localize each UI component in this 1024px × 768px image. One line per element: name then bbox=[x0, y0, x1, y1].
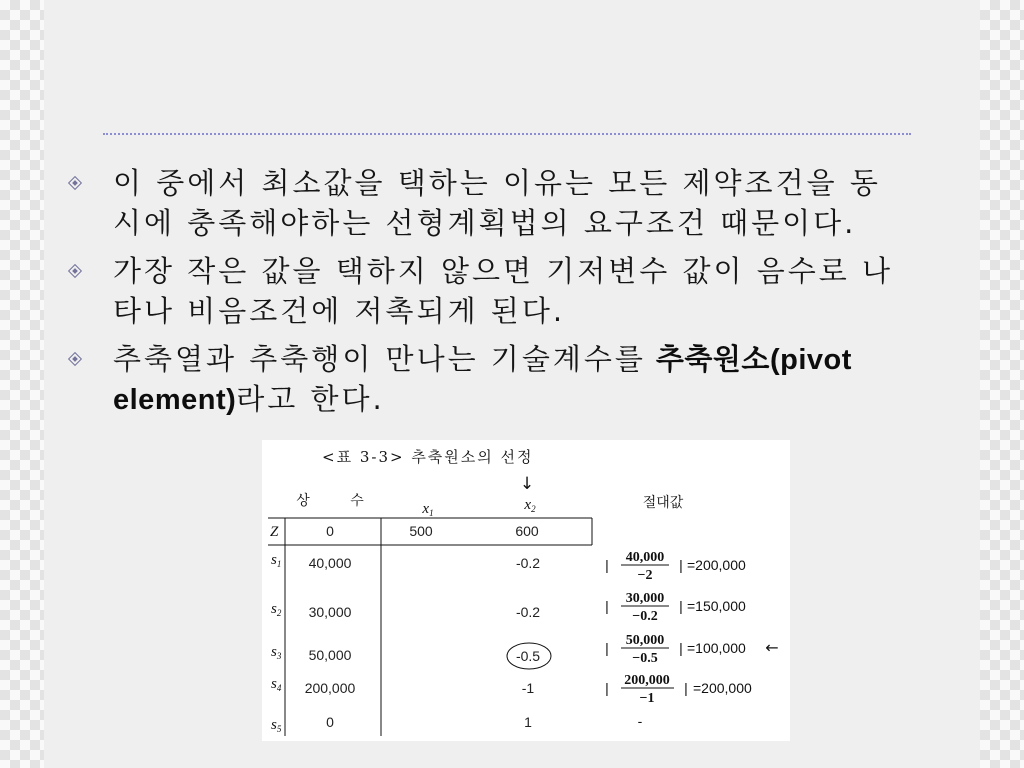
bullet-3-line-1 bbox=[113, 339, 980, 379]
ratio-numerator-s1: 40,000 bbox=[625, 550, 665, 565]
ratio-denominator-s4: −1 bbox=[639, 691, 655, 706]
cell-s2-x2: -0.2 bbox=[515, 604, 541, 620]
ratio-denominator-s2: −0.2 bbox=[632, 609, 658, 624]
row-label-var: s bbox=[271, 644, 277, 660]
cell-s1-constant: 40,000 bbox=[308, 555, 352, 571]
cell-s3-x2-pivot: -0.5 bbox=[515, 648, 541, 664]
bullet-3-line-2 bbox=[113, 379, 980, 419]
bullet-2-line-2: 타나 비음조건에 저촉되게 된다. bbox=[113, 294, 566, 328]
row-label-s3 bbox=[271, 644, 282, 661]
row-label-sub: 1 bbox=[276, 559, 282, 569]
row-label-var: s bbox=[271, 676, 277, 692]
header-x1-sub: 1 bbox=[429, 508, 434, 518]
row-label-sub: 4 bbox=[276, 683, 282, 693]
row-label-var: s bbox=[271, 717, 277, 733]
ratio-result-s2: =150,000 bbox=[687, 598, 746, 614]
abs-bar-left: | bbox=[605, 640, 609, 656]
bullet-1-line-1: 이 중에서 최소값을 택하는 이유는 모든 제약조건을 동 bbox=[113, 166, 881, 200]
abs-bar-left: | bbox=[605, 680, 609, 696]
left-arrow-icon: ← bbox=[765, 638, 779, 657]
cell-z-x2: 600 bbox=[515, 523, 539, 539]
row-label-sub: 2 bbox=[276, 608, 282, 618]
bullet-item-2 bbox=[64, 251, 980, 331]
pivot-element-term: 추축원소(pivot bbox=[655, 344, 852, 376]
ratio-numerator-s3: 50,000 bbox=[625, 633, 665, 648]
row-label-s4 bbox=[271, 676, 282, 693]
bullet-item-1 bbox=[64, 163, 980, 243]
bullet-1-line-2: 시에 충족해야하는 선형계획법의 요구조건 때문이다. bbox=[113, 206, 857, 240]
cell-s3-constant: 50,000 bbox=[308, 647, 352, 663]
header-x1-var: x bbox=[422, 501, 430, 517]
dotted-title-divider bbox=[103, 133, 911, 135]
bullet-2-line-1: 가장 작은 값을 택하지 않으면 기저변수 값이 음수로 나 bbox=[113, 254, 894, 288]
row-label-z: Z bbox=[270, 524, 279, 540]
ratio-result-s4: =200,000 bbox=[693, 680, 752, 696]
row-label-sub: 3 bbox=[276, 651, 282, 661]
down-arrow-icon: ↓ bbox=[519, 474, 535, 494]
header-x1 bbox=[421, 501, 433, 518]
abs-bar-right: | bbox=[679, 557, 683, 573]
abs-bar-right: | bbox=[684, 680, 688, 696]
pivot-selection-table-figure bbox=[262, 440, 790, 741]
row-label-s2 bbox=[271, 601, 282, 618]
cell-z-constant: 0 bbox=[326, 523, 334, 539]
header-absolute-value: 절대값 bbox=[642, 495, 684, 511]
ratio-result-s1: =200,000 bbox=[687, 557, 746, 573]
ratio-result-s5: - bbox=[637, 713, 643, 729]
pivot-element-term-cont: element) bbox=[113, 384, 237, 416]
abs-bar-right: | bbox=[679, 598, 683, 614]
bullet-item-3 bbox=[64, 339, 980, 419]
abs-bar-left: | bbox=[605, 557, 609, 573]
row-label-s1 bbox=[271, 552, 281, 569]
abs-bar-right: | bbox=[679, 640, 683, 656]
table-figure-drawing bbox=[262, 440, 790, 741]
cell-s5-constant: 0 bbox=[326, 714, 334, 730]
header-x2-sub: 2 bbox=[531, 504, 536, 514]
abs-bar-left: | bbox=[605, 598, 609, 614]
header-x2 bbox=[523, 497, 536, 514]
header-x2-var: x bbox=[524, 497, 532, 513]
cell-z-x1: 500 bbox=[409, 523, 433, 539]
bullet-3-line-1-text: 추축열과 추축행이 만나는 기술계수를 bbox=[113, 342, 646, 376]
cell-s4-constant: 200,000 bbox=[304, 680, 356, 696]
header-constant: 상 수 bbox=[296, 493, 364, 509]
table-caption: <표 3-3> 추축원소의 선정 bbox=[322, 448, 534, 466]
row-label-sub: 5 bbox=[276, 724, 282, 734]
cell-s4-x2: -1 bbox=[521, 680, 535, 696]
ratio-numerator-s2: 30,000 bbox=[625, 591, 665, 606]
row-label-s5 bbox=[271, 717, 282, 734]
ratio-denominator-s1: −2 bbox=[637, 568, 653, 583]
diamond-bullet-icon bbox=[68, 264, 82, 278]
bullet-3-line-2-text: 라고 한다. bbox=[236, 382, 385, 416]
ratio-denominator-s3: −0.5 bbox=[632, 651, 658, 666]
diamond-bullet-icon bbox=[68, 352, 82, 366]
row-label-var: s bbox=[271, 601, 277, 617]
row-label-var: s bbox=[271, 552, 277, 568]
cell-s1-x2: -0.2 bbox=[515, 555, 541, 571]
ratio-numerator-s4: 200,000 bbox=[624, 673, 670, 688]
diamond-bullet-icon bbox=[68, 176, 82, 190]
bullet-list bbox=[64, 163, 980, 427]
cell-s5-x2: 1 bbox=[524, 714, 532, 730]
cell-s2-constant: 30,000 bbox=[308, 604, 352, 620]
ratio-result-s3: =100,000 bbox=[687, 640, 746, 656]
